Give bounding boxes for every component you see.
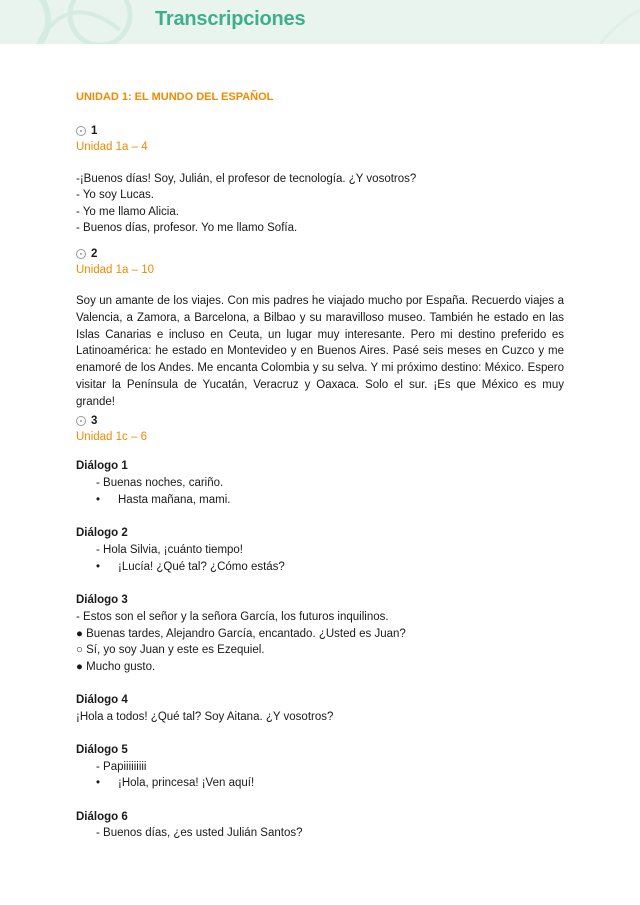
transcript-line: - Buenos días, profesor. Yo me llamo Sofía. — [76, 222, 298, 235]
audio-disc-icon — [76, 416, 86, 426]
dialog-line: - Estos son el señor y la señora García, los futuros inquilinos. — [76, 611, 389, 623]
track-number: 3 — [91, 415, 98, 427]
dialog-line: - Buenas noches, cariño. — [96, 477, 224, 489]
audio-disc-icon — [76, 126, 86, 136]
dialog-title: Diálogo 3 — [76, 594, 128, 606]
page-title: Transcripciones — [155, 8, 306, 30]
dialog-line: ¡Hola a todos! ¿Qué tal? Soy Aitana. ¿Y vosotros? — [76, 711, 334, 723]
dialog-line: - Hola Silvia, ¡cuánto tiempo! — [96, 544, 244, 556]
bullet: • — [96, 494, 101, 506]
dialog-line: Hasta mañana, mami. — [118, 494, 231, 506]
dialog-line: ¡Hola, princesa! ¡Ven aquí! — [118, 777, 255, 789]
header-decoration — [0, 0, 640, 44]
dialog-line: ¡Lucía! ¿Qué tal? ¿Cómo estás? — [118, 561, 285, 573]
track-number: 1 — [91, 125, 98, 137]
dialog-title: Diálogo 5 — [76, 744, 128, 756]
bullet: • — [96, 561, 101, 573]
track-3 — [76, 413, 147, 445]
transcript-paragraph: Soy un amante de los viajes. Con mis padres he viajado mucho por España. Recuerdo viajes a Valencia, a Zamora, a Barcelona, a Bilbao y su maravilloso museo. También he estado en las Islas Canarias e incluso en Ceuta, un lugar muy interesante. Pero mi destino preferido es Latinoamérica: he estado en Montevideo y en Buenos Aires. Pasé seis meses en Cuzco y me enamoré de los Andes. Me encanta Colombia y su selva. Y mi próximo destino: México. Espero visitar la Península de Yucatán, Veracruz y Oaxaca. Solo el sur. ¡Es que México es muy grande! — [76, 295, 564, 408]
dialog-bullet-line — [96, 561, 285, 573]
transcript-line: -¡Buenos días! Soy, Julián, el profesor de tecnología. ¿Y vosotros? — [76, 173, 417, 185]
transcript-line: - Yo soy Lucas. — [76, 189, 154, 202]
bullet: • — [96, 777, 101, 789]
transcript-line: - Yo me llamo Alicia. — [76, 205, 179, 218]
dialog-line: ● Buenas tardes, Alejandro García, encantado. ¿Usted es Juan? — [76, 628, 406, 640]
dialog-bullet-line — [96, 494, 231, 506]
track-reference: Unidad 1c – 6 — [76, 431, 147, 443]
dialog-line: ○ Sí, yo soy Juan y este es Ezequiel. — [76, 644, 265, 656]
dialog-line: ● Mucho gusto. — [76, 661, 156, 673]
track-reference: Unidad 1a – 4 — [76, 141, 148, 153]
track-number: 2 — [91, 248, 98, 260]
dialog-title: Diálogo 1 — [76, 460, 128, 472]
dialog-title: Diálogo 6 — [76, 811, 128, 823]
track-reference: Unidad 1a – 10 — [76, 264, 155, 276]
dialog-bullet-line — [96, 777, 254, 789]
dialog-title: Diálogo 4 — [76, 694, 128, 706]
dialog-title: Diálogo 2 — [76, 527, 128, 539]
dialog-line: - Papiiiiiiiii — [96, 761, 147, 773]
track-1 — [76, 123, 416, 237]
dialog-line: - Buenos días, ¿es usted Julián Santos? — [96, 827, 303, 839]
page-header — [0, 0, 640, 44]
audio-disc-icon — [76, 249, 86, 259]
unit-title: UNIDAD 1: EL MUNDO DEL ESPAÑOL — [76, 91, 274, 103]
track-2 — [76, 246, 154, 278]
